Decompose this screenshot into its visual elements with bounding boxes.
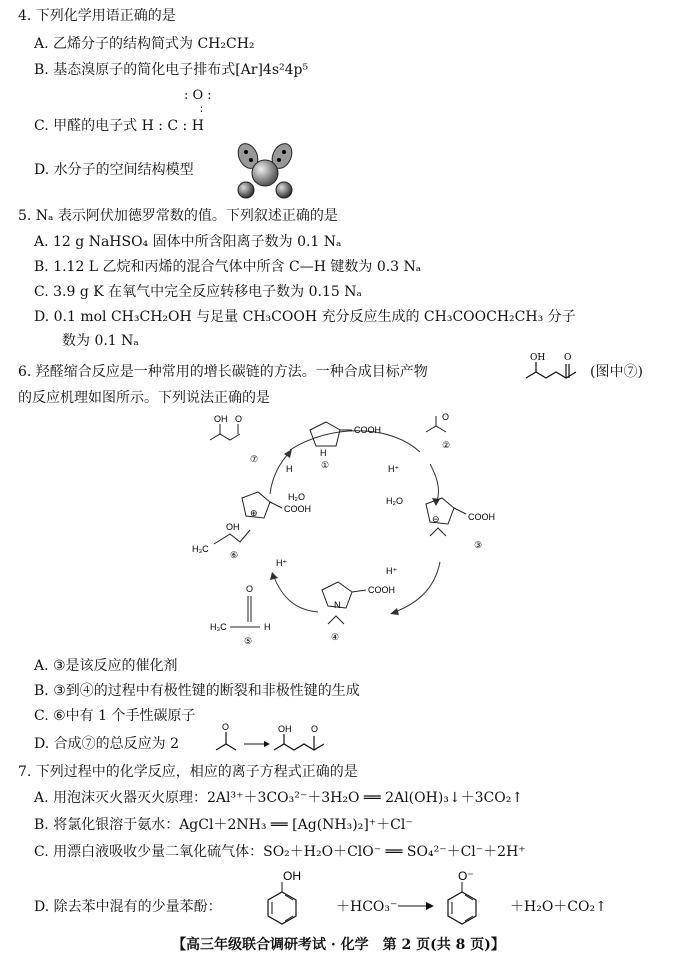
diagram-label-nplus-6: ⊕ xyxy=(250,508,258,518)
diagram-label-hplus-top: H⁺ xyxy=(388,464,400,474)
q6-target-o: O xyxy=(564,353,572,363)
diagram-label-hplus-right: H⁺ xyxy=(386,566,398,576)
q4-option-c: C. 甲醛的电子式 H : C : H xyxy=(34,118,204,134)
q5-stem: 5. Nₐ 表示阿伏加德罗常数的值。下列叙述正确的是 xyxy=(18,208,338,224)
phenoxide-structure xyxy=(436,866,486,926)
phenol-oh: OH xyxy=(283,869,301,883)
diagram-label-hplus-left: H⁺ xyxy=(276,558,288,568)
diagram-label-h2o-right: H₂O xyxy=(386,496,403,506)
diagram-label-h2o-left: H₂O xyxy=(288,492,305,502)
diagram-label-nminus-3: ⊖ xyxy=(432,514,440,524)
q4-stem: 4. 下列化学用语正确的是 xyxy=(18,8,176,24)
diagram-label-oh-7: OH xyxy=(214,414,228,424)
q4-option-b: B. 基态溴原子的简化电子排布式[Ar]4s²4p⁵ xyxy=(34,62,309,78)
q6-option-a: A. ③是该反应的催化剂 xyxy=(34,658,178,674)
q5-option-d-line2: 数为 0.1 Nₐ xyxy=(62,333,139,349)
diagram-label-h3c-6: H₃C xyxy=(192,544,209,554)
diagram-label-n-1: H xyxy=(320,448,327,458)
q6-d-product-oh: OH xyxy=(278,724,292,734)
q7-option-d-label: D. 除去苯中混有的少量苯酚： xyxy=(34,899,222,915)
q7-option-d-products: ＋H₂O＋CO₂↑ xyxy=(510,899,607,915)
q7-d-arrow xyxy=(398,900,434,912)
diagram-label-6: ⑥ xyxy=(230,550,239,560)
q7-stem: 7. 下列过程中的化学反应，相应的离子方程式正确的是 xyxy=(18,764,358,780)
q4-option-c-dots: ∶ xyxy=(200,103,204,116)
diagram-label-cooh-6: COOH xyxy=(284,504,311,514)
diagram-label-h3c-5: H₃C xyxy=(210,622,227,632)
q6-stem-line1-tail: (图中⑦) xyxy=(590,364,643,380)
q6-option-d: D. 合成⑦的总反应为 2 xyxy=(34,736,179,752)
q4-option-d: D. 水分子的空间结构模型 xyxy=(34,162,194,178)
q4-option-c-oxygen: : O : xyxy=(184,88,212,103)
diagram-label-2: ② xyxy=(442,440,451,450)
diagram-label-h-top: H xyxy=(286,464,293,474)
q6-d-product-o: O xyxy=(311,724,319,734)
diagram-label-o-5: O xyxy=(246,584,254,594)
diagram-label-o-2: O xyxy=(442,412,450,422)
q7-option-d-bicarbonate: ＋HCO₃⁻ xyxy=(336,899,398,915)
diagram-label-n-4: N xyxy=(334,600,341,610)
diagram-label-7: ⑦ xyxy=(250,454,259,464)
diagram-label-cooh-4: COOH xyxy=(368,585,395,595)
mechanism-diagram xyxy=(190,412,520,652)
diagram-label-4: ④ xyxy=(331,632,340,642)
phenol-structure xyxy=(256,866,306,926)
q5-option-d-line1: D. 0.1 mol CH₃CH₂OH 与足量 CH₃COOH 充分反应生成的 CH₃COOCH₂CH₃ 分子 xyxy=(34,309,576,325)
q5-option-c: C. 3.9 g K 在氧气中完全反应转移电子数为 0.15 Nₐ xyxy=(34,284,362,300)
q7-option-c: C. 用漂白液吸收少量二氧化硫气体：SO₂＋H₂O＋ClO⁻ ══ SO₄²⁻＋Cl⁻＋2H⁺ xyxy=(34,844,526,860)
diagram-label-cooh-1: COOH xyxy=(354,425,381,435)
q7-option-a: A. 用泡沫灭火器灭火原理：2Al³⁺＋3CO₃²⁻＋3H₂O ══ 2Al(OH)₃↓＋3CO₂↑ xyxy=(34,790,524,806)
phenoxide-o: O⁻ xyxy=(458,869,474,883)
q5-option-a: A. 12 g NaHSO₄ 固体中所含阳离子数为 0.1 Nₐ xyxy=(34,234,342,250)
q6-option-b: B. ③到④的过程中有极性键的断裂和非极性键的生成 xyxy=(34,683,360,699)
diagram-label-5: ⑤ xyxy=(244,636,253,646)
q6-target-product-structure xyxy=(522,348,586,384)
q6-option-c: C. ⑥中有 1 个手性碳原子 xyxy=(34,708,196,724)
diagram-label-3: ③ xyxy=(474,540,483,550)
q6-stem-line2: 的反应机理如图所示。下列说法正确的是 xyxy=(18,390,270,406)
q4-option-a: A. 乙烯分子的结构简式为 CH₂CH₂ xyxy=(34,36,255,52)
q6-d-reactant-o: O xyxy=(222,722,230,732)
q6-stem-line1: 6. 羟醛缩合反应是一种常用的增长碳链的方法。一种合成目标产物 xyxy=(18,364,428,380)
diagram-label-o-7: O xyxy=(235,414,243,424)
diagram-label-cooh-3: COOH xyxy=(468,512,495,522)
diagram-label-1: ① xyxy=(321,460,330,470)
page-footer: 【高三年级联合调研考试 · 化学 第 2 页(共 8 页)】 xyxy=(172,937,505,953)
q6-option-d-equation xyxy=(214,720,334,756)
diagram-label-h-5: H xyxy=(264,622,271,632)
q7-option-b: B. 将氯化银溶于氨水：AgCl＋2NH₃ ══ [Ag(NH₃)₂]⁺＋Cl⁻ xyxy=(34,817,413,833)
water-model-figure xyxy=(232,140,298,202)
diagram-label-oh-6: OH xyxy=(226,522,240,532)
q5-option-b: B. 1.12 L 乙烷和丙烯的混合气体中所含 C—H 键数为 0.3 Nₐ xyxy=(34,259,422,275)
q6-target-oh: OH xyxy=(530,353,546,363)
